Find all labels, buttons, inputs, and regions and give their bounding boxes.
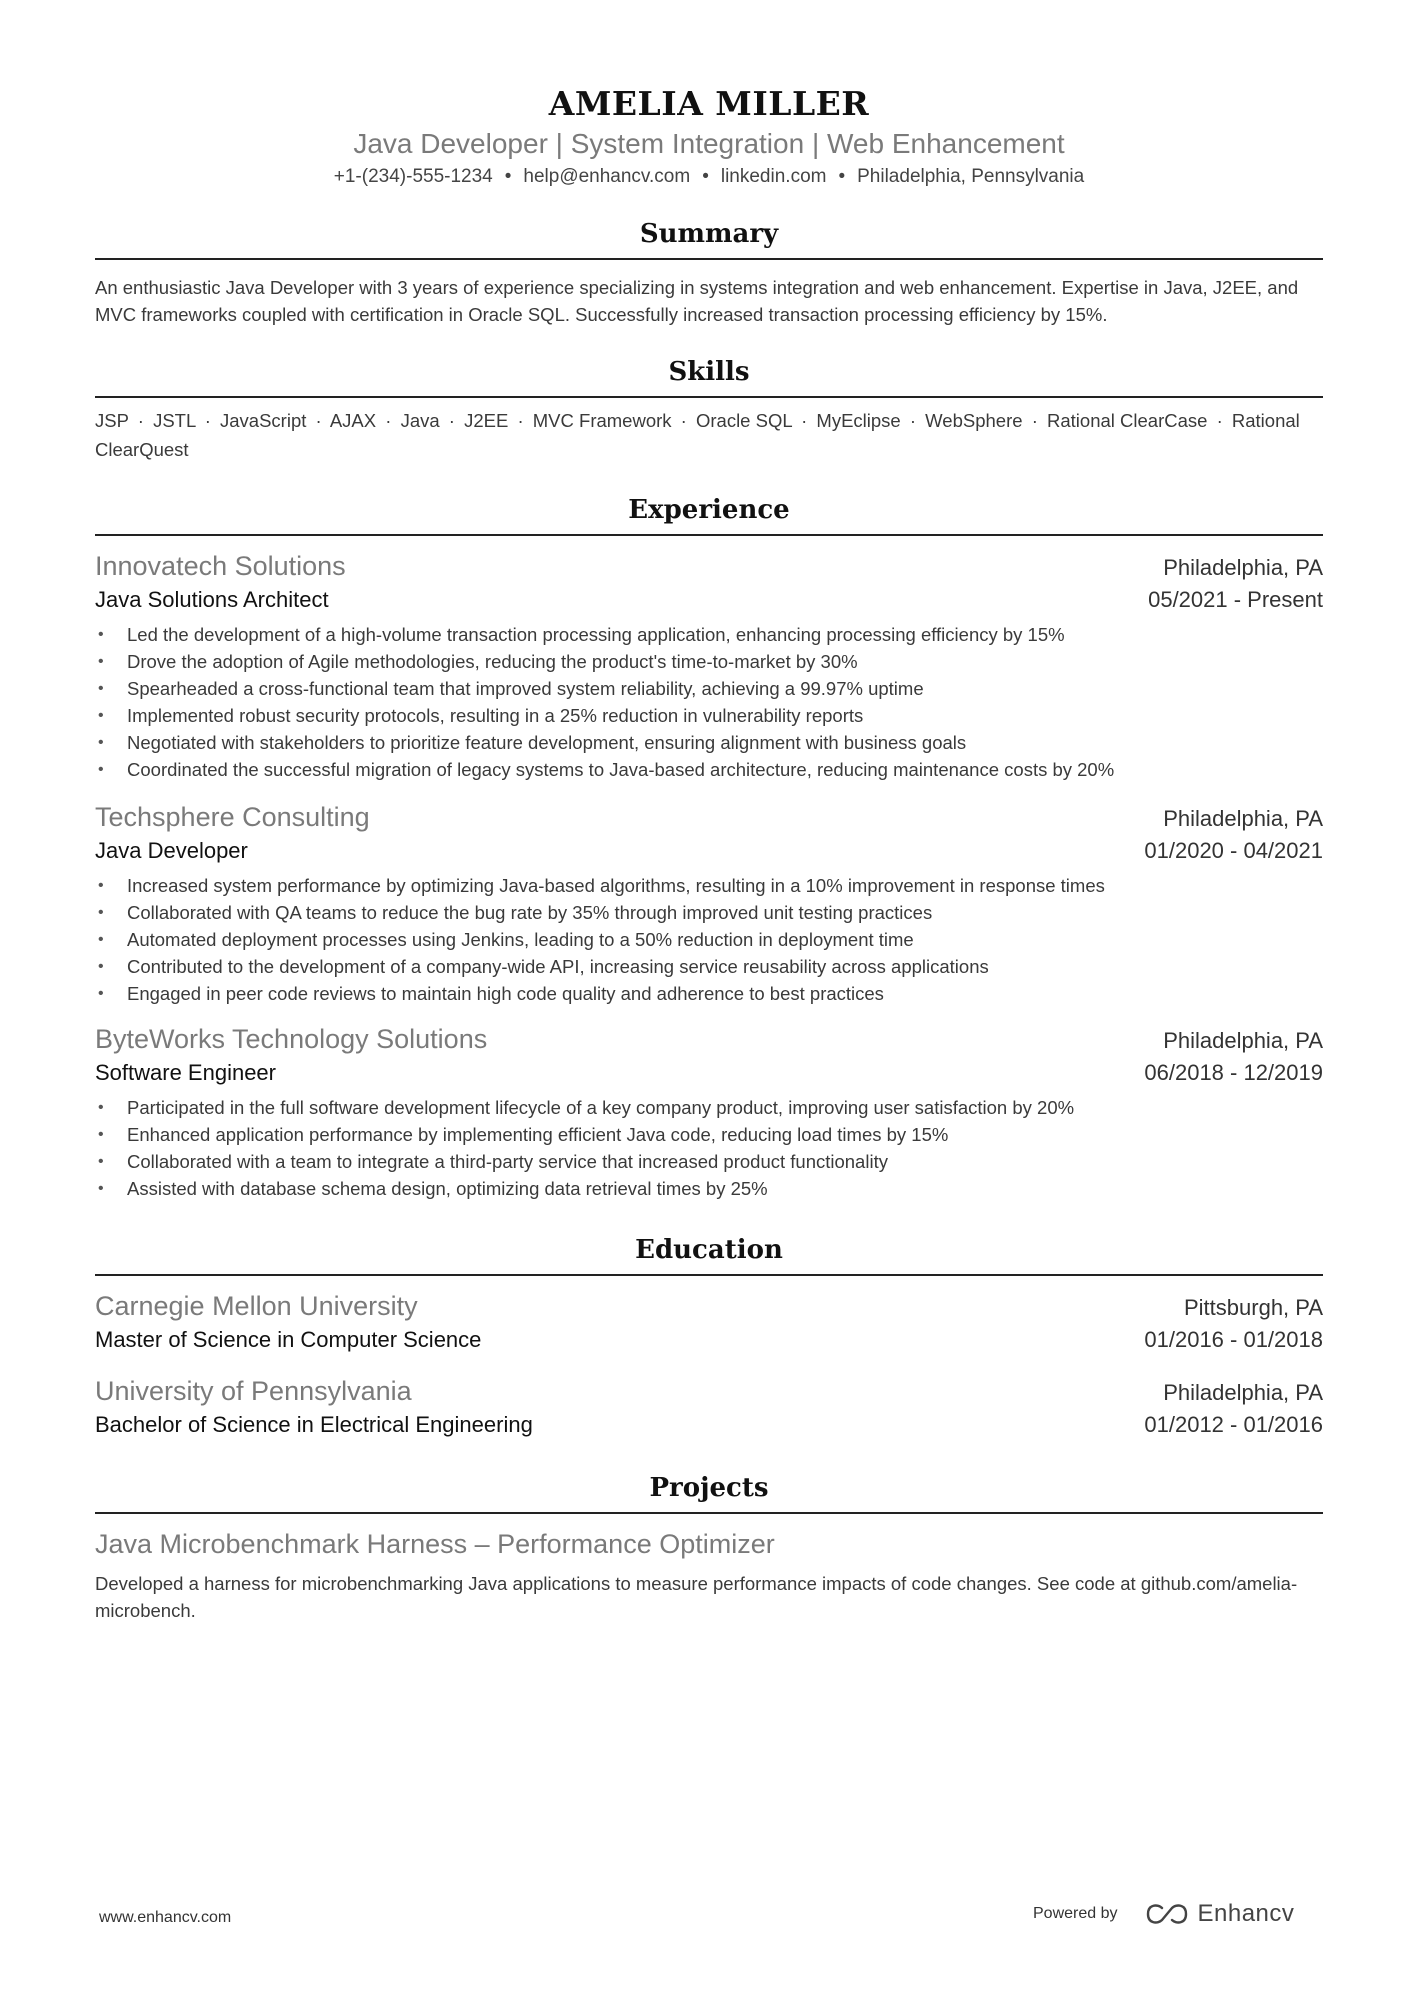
candidate-name: AMELIA MILLER bbox=[548, 84, 870, 123]
skill-item: AJAX bbox=[329, 410, 377, 431]
contact-line bbox=[95, 164, 1323, 190]
education-dates: 01/2016 - 01/2018 bbox=[1144, 1327, 1323, 1352]
skill-item: Java bbox=[400, 410, 440, 431]
bullet-item: • Participated in the full software development lifecycle of a key company product, improving user satisfaction by 20% bbox=[95, 1094, 1323, 1121]
bullet-item: • Assisted with database schema design, optimizing data retrieval times by 25% bbox=[95, 1175, 1323, 1202]
contact-separator: • bbox=[838, 166, 846, 187]
contact-email[interactable]: help@enhancv.com bbox=[523, 166, 691, 187]
degree-name: Master of Science in Computer Science bbox=[95, 1327, 482, 1352]
job-dates: 06/2018 - 12/2019 bbox=[1144, 1060, 1323, 1085]
experience-entry bbox=[95, 799, 1323, 1007]
skill-separator: · bbox=[680, 410, 687, 431]
skill-separator: · bbox=[385, 410, 392, 431]
resume-header bbox=[95, 0, 1323, 190]
enhancv-logo-icon bbox=[1144, 1902, 1190, 1926]
job-role: Software Engineer bbox=[95, 1060, 276, 1085]
company-name: Techsphere Consulting bbox=[95, 802, 370, 832]
candidate-title: Java Developer | System Integration | Web Enhancement bbox=[353, 128, 1065, 159]
contact-separator: • bbox=[702, 166, 709, 187]
footer-branding bbox=[1033, 1894, 1294, 1934]
summary-heading: Summary bbox=[95, 216, 1323, 260]
bullet-item: • Coordinated the successful migration of legacy systems to Java-based architecture, reducing maintenance costs by 20% bbox=[95, 756, 1323, 783]
job-bullets bbox=[95, 621, 1323, 783]
job-location: Philadelphia, PA bbox=[1163, 1028, 1323, 1053]
contact-linkedin[interactable]: linkedin.com bbox=[720, 166, 827, 187]
footer-website[interactable]: www.enhancv.com bbox=[99, 1909, 232, 1926]
skill-separator: · bbox=[1216, 410, 1223, 431]
skills-list bbox=[95, 406, 1323, 464]
company-name: Innovatech Solutions bbox=[95, 551, 346, 581]
bullet-item: • Collaborated with a team to integrate a third-party service that increased product functionality bbox=[95, 1148, 1323, 1175]
skill-item: MyEclipse bbox=[816, 410, 901, 431]
job-dates: 01/2020 - 04/2021 bbox=[1144, 838, 1323, 863]
school-location: Pittsburgh, PA bbox=[1184, 1295, 1323, 1320]
skill-separator: · bbox=[204, 410, 211, 431]
skill-item: JavaScript bbox=[220, 410, 307, 431]
brand-name: Enhancv bbox=[1197, 1900, 1295, 1927]
bullet-item: • Engaged in peer code reviews to maintain high code quality and adherence to best practices bbox=[95, 980, 1323, 1007]
skill-separator: · bbox=[801, 410, 808, 431]
skill-separator: · bbox=[909, 410, 917, 431]
project-description: Developed a harness for microbenchmarking Java applications to measure performance impacts of code changes. See code at github.com/amelia-microbench. bbox=[95, 1573, 1298, 1621]
school-name: Carnegie Mellon University bbox=[95, 1291, 418, 1321]
summary-text: An enthusiastic Java Developer with 3 years of experience specializing in systems integration and web enhancement. Expertise in Java, J2EE, and MVC frameworks coupled with certification in Oracle SQL. Successfully increased transaction processing efficiency by 15%. bbox=[95, 277, 1299, 325]
job-role: Java Developer bbox=[95, 838, 248, 863]
degree-name: Bachelor of Science in Electrical Engineering bbox=[95, 1412, 533, 1437]
job-dates: 05/2021 - Present bbox=[1148, 587, 1323, 612]
bullet-item: • Drove the adoption of Agile methodologies, reducing the product's time-to-market by 30% bbox=[95, 648, 1323, 675]
skill-separator: · bbox=[137, 410, 144, 431]
resume-page bbox=[95, 0, 1323, 1624]
skill-item: MVC Framework bbox=[532, 410, 672, 431]
experience-heading: Experience bbox=[95, 492, 1323, 536]
projects-section bbox=[95, 1470, 1323, 1624]
company-name: ByteWorks Technology Solutions bbox=[95, 1024, 488, 1054]
skill-separator: · bbox=[448, 410, 455, 431]
job-location: Philadelphia, PA bbox=[1163, 806, 1323, 831]
education-heading: Education bbox=[95, 1232, 1323, 1276]
school-name: University of Pennsylvania bbox=[95, 1376, 412, 1406]
bullet-item: • Contributed to the development of a company-wide API, increasing service reusability across applications bbox=[95, 953, 1323, 980]
powered-by-label: Powered by bbox=[1033, 1905, 1118, 1922]
skills-heading: Skills bbox=[95, 354, 1323, 398]
bullet-item: • Increased system performance by optimizing Java-based algorithms, resulting in a 10% improvement in response times bbox=[95, 872, 1323, 899]
education-dates: 01/2012 - 01/2016 bbox=[1144, 1412, 1323, 1437]
skill-item: Rational ClearCase bbox=[1047, 410, 1208, 431]
projects-heading: Projects bbox=[95, 1470, 1323, 1514]
bullet-item: • Automated deployment processes using Jenkins, leading to a 50% reduction in deployment time bbox=[95, 926, 1323, 953]
education-entry bbox=[95, 1373, 1323, 1440]
project-title: Java Microbenchmark Harness – Performance Optimizer bbox=[95, 1529, 775, 1559]
experience-section bbox=[95, 492, 1323, 1202]
skill-item: Rational ClearQuest bbox=[95, 410, 1300, 460]
education-section bbox=[95, 1232, 1323, 1440]
contact-separator: • bbox=[504, 166, 512, 187]
bullet-item: • Collaborated with QA teams to reduce the bug rate by 35% through improved unit testing practices bbox=[95, 899, 1323, 926]
contact-location: Philadelphia, Pennsylvania bbox=[857, 166, 1085, 187]
education-entry bbox=[95, 1288, 1323, 1355]
skill-separator: · bbox=[315, 410, 322, 431]
skill-separator: · bbox=[1031, 410, 1038, 431]
experience-entry bbox=[95, 1021, 1323, 1202]
skill-item: JSP bbox=[95, 410, 129, 431]
summary-section bbox=[95, 216, 1323, 328]
job-location: Philadelphia, PA bbox=[1163, 555, 1323, 580]
bullet-item: • Led the development of a high-volume transaction processing application, enhancing processing efficiency by 15% bbox=[95, 621, 1323, 648]
experience-entry bbox=[95, 548, 1323, 783]
bullet-item: • Spearheaded a cross-functional team that improved system reliability, achieving a 99.97% uptime bbox=[95, 675, 1323, 702]
job-role: Java Solutions Architect bbox=[95, 587, 329, 612]
school-location: Philadelphia, PA bbox=[1163, 1380, 1323, 1405]
skill-item: Oracle SQL bbox=[695, 410, 792, 431]
bullet-item: • Implemented robust security protocols, resulting in a 25% reduction in vulnerability reports bbox=[95, 702, 1323, 729]
skill-item: WebSphere bbox=[925, 410, 1023, 431]
skill-item: J2EE bbox=[464, 410, 509, 431]
contact-phone: +1-(234)-555-1234 bbox=[333, 166, 493, 187]
skill-separator: · bbox=[517, 410, 524, 431]
skills-section bbox=[95, 354, 1323, 464]
job-bullets bbox=[95, 872, 1323, 1007]
bullet-item: • Negotiated with stakeholders to prioritize feature development, ensuring alignment with business goals bbox=[95, 729, 1323, 756]
job-bullets bbox=[95, 1094, 1323, 1202]
skill-item: JSTL bbox=[153, 410, 196, 431]
bullet-item: • Enhanced application performance by implementing efficient Java code, reducing load times by 15% bbox=[95, 1121, 1323, 1148]
